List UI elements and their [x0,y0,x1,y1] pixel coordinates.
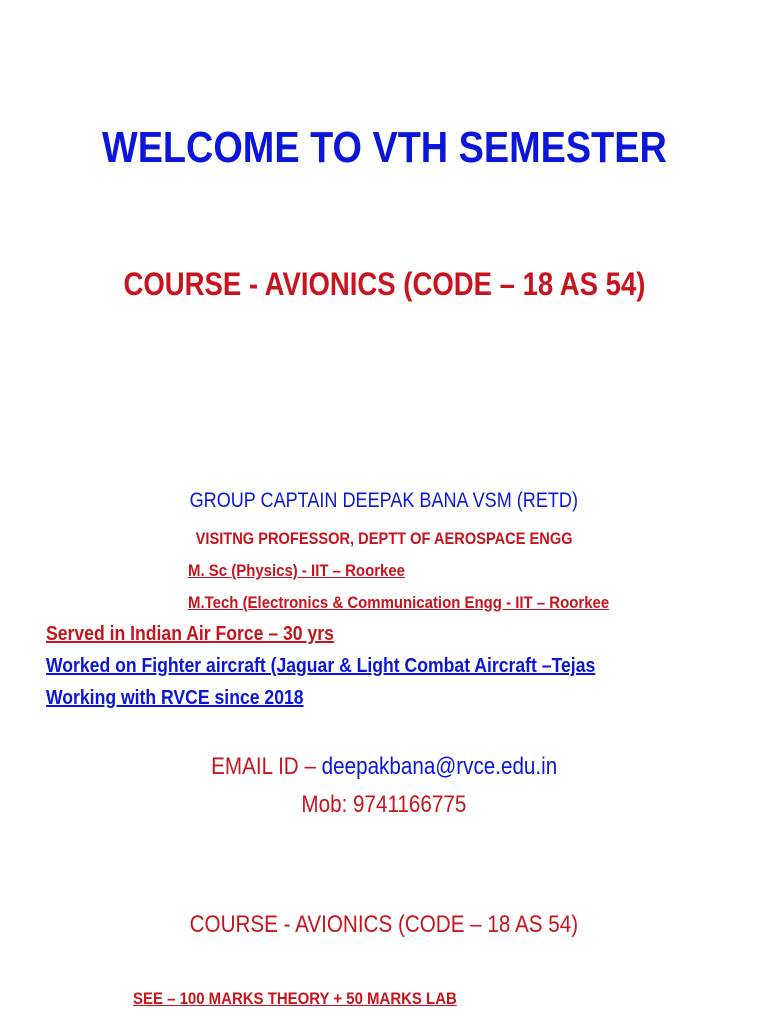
course-title-top [0,268,768,300]
email-line [0,755,768,779]
course-title-top-text: COURSE - AVIONICS (CODE – 18 AS 54) [123,266,645,302]
mobile-number-text: Mob: 9741166775 [301,791,467,818]
email-line-content [211,755,557,779]
email-label: EMAIL ID – [210,753,322,780]
instructor-name [0,490,768,511]
instructor-role [0,530,768,547]
degree-msc: M. Sc (Physics) - IIT – Roorkee [188,561,405,580]
service-rvce: Working with RVCE since 2018 [46,687,304,709]
degree-mtech: M.Tech (Electronics & Communication Engg - IIT – Roorkee [188,593,610,612]
marks-distribution: SEE – 100 MARKS THEORY + 50 MARKS LAB [133,989,457,1008]
course-title-bottom [0,913,768,937]
course-title-bottom-text: COURSE - AVIONICS (CODE – 18 AS 54) [189,911,579,938]
welcome-title-text: WELCOME TO VTH SEMESTER [101,123,667,172]
service-iaf: Served in Indian Air Force – 30 yrs [46,623,334,645]
service-fighter: Worked on Fighter aircraft (Jaguar & Light Combat Aircraft –Tejas [46,655,596,677]
welcome-title [0,123,768,172]
instructor-name-text: GROUP CAPTAIN DEEPAK BANA VSM (RETD) [189,489,579,512]
instructor-role-text: VISITNG PROFESSOR, DEPTT OF AEROSPACE ENGG [195,529,573,548]
email-link[interactable]: deepakbana@rvce.edu.in [321,753,558,780]
mobile-number [0,793,768,817]
